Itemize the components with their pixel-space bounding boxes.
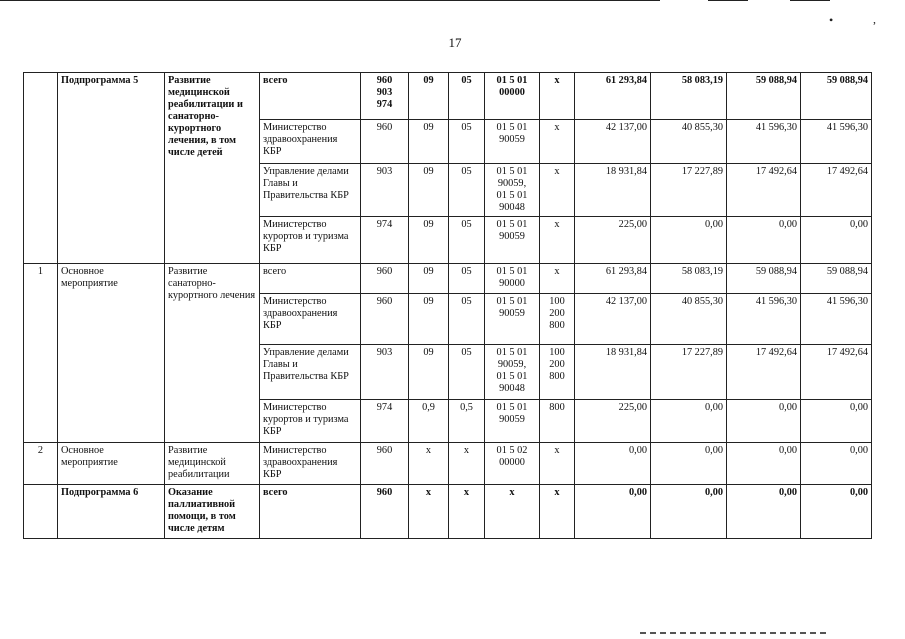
amount-cell: 225,00 xyxy=(575,400,651,443)
vr-cell: x xyxy=(540,73,575,120)
rz-cell: 09 xyxy=(409,73,449,120)
program-name-cell: Развитие медицинской реабилитации и санаторно-курортного лечения, в том числе детей xyxy=(165,73,260,264)
pr-cell: 05 xyxy=(449,164,485,217)
grbs-cell: 974 xyxy=(361,400,409,443)
csr-cell: 01 5 01 00000 xyxy=(485,73,540,120)
amount-cell: 0,00 xyxy=(575,443,651,485)
vr-cell: 100 200 800 xyxy=(540,345,575,400)
grbs-cell: 960 903 974 xyxy=(361,73,409,120)
pr-cell: 05 xyxy=(449,73,485,120)
csr-cell: 01 5 02 00000 xyxy=(485,443,540,485)
amount-cell: 41 596,30 xyxy=(801,120,872,164)
amount-cell: 0,00 xyxy=(651,400,727,443)
amount-cell: 0,00 xyxy=(651,217,727,264)
amount-cell: 40 855,30 xyxy=(651,120,727,164)
page-number: 17 xyxy=(448,35,462,50)
amount-cell: 0,00 xyxy=(651,443,727,485)
vr-cell: x xyxy=(540,120,575,164)
scan-speck: , xyxy=(873,12,876,26)
amount-cell: 58 083,19 xyxy=(651,264,727,294)
vr-cell: x xyxy=(540,217,575,264)
amount-cell: 41 596,30 xyxy=(727,120,801,164)
row-number-cell xyxy=(24,73,58,264)
amount-cell: 0,00 xyxy=(727,400,801,443)
vr-cell: x xyxy=(540,164,575,217)
executor-cell: всего xyxy=(260,73,361,120)
amount-cell: 225,00 xyxy=(575,217,651,264)
program-type-cell: Основное мероприятие xyxy=(58,443,165,485)
program-name-cell: Развитие медицинской реабилитации xyxy=(165,443,260,485)
pr-cell: 05 xyxy=(449,217,485,264)
rz-cell: x xyxy=(409,443,449,485)
executor-cell: Министерство здравоохранения КБР xyxy=(260,294,361,345)
grbs-cell: 903 xyxy=(361,345,409,400)
csr-cell: 01 5 01 90000 xyxy=(485,264,540,294)
executor-cell: Министерство курортов и туризма КБР xyxy=(260,217,361,264)
amount-cell: 17 492,64 xyxy=(727,164,801,217)
csr-cell: 01 5 01 90059, 01 5 01 90048 xyxy=(485,164,540,217)
amount-cell: 41 596,30 xyxy=(801,294,872,345)
amount-cell: 0,00 xyxy=(727,217,801,264)
amount-cell: 17 227,89 xyxy=(651,164,727,217)
scan-speck: • xyxy=(829,13,834,27)
row-number-cell: 2 xyxy=(24,443,58,485)
pr-cell: 0,5 xyxy=(449,400,485,443)
executor-cell: всего xyxy=(260,264,361,294)
amount-cell: 17 492,64 xyxy=(801,345,872,400)
amount-cell: 42 137,00 xyxy=(575,120,651,164)
footer-mark xyxy=(640,632,830,634)
amount-cell: 0,00 xyxy=(801,485,872,539)
executor-cell: Министерство курортов и туризма КБР xyxy=(260,400,361,443)
executor-cell: Министерство здравоохранения КБР xyxy=(260,120,361,164)
rz-cell: 09 xyxy=(409,164,449,217)
program-type-cell: Подпрограмма 5 xyxy=(58,73,165,264)
vr-cell: x xyxy=(540,264,575,294)
amount-cell: 59 088,94 xyxy=(727,73,801,120)
amount-cell: 18 931,84 xyxy=(575,164,651,217)
rz-cell: 09 xyxy=(409,294,449,345)
amount-cell: 41 596,30 xyxy=(727,294,801,345)
pr-cell: x xyxy=(449,443,485,485)
grbs-cell: 974 xyxy=(361,217,409,264)
amount-cell: 0,00 xyxy=(727,485,801,539)
executor-cell: Министерство здравоохранения КБР xyxy=(260,443,361,485)
top-mark xyxy=(708,0,748,1)
top-rule xyxy=(0,0,660,1)
amount-cell: 0,00 xyxy=(801,443,872,485)
program-type-cell: Основное мероприятие xyxy=(58,264,165,443)
amount-cell: 0,00 xyxy=(801,400,872,443)
amount-cell: 58 083,19 xyxy=(651,73,727,120)
row-number-cell xyxy=(24,485,58,539)
grbs-cell: 960 xyxy=(361,120,409,164)
grbs-cell: 903 xyxy=(361,164,409,217)
table-row xyxy=(24,264,872,294)
row-number-cell: 1 xyxy=(24,264,58,443)
amount-cell: 59 088,94 xyxy=(801,264,872,294)
executor-cell: всего xyxy=(260,485,361,539)
amount-cell: 0,00 xyxy=(575,485,651,539)
vr-cell: 800 xyxy=(540,400,575,443)
rz-cell: 0,9 xyxy=(409,400,449,443)
vr-cell: x xyxy=(540,443,575,485)
program-type-cell: Подпрограмма 6 xyxy=(58,485,165,539)
pr-cell: 05 xyxy=(449,264,485,294)
amount-cell: 59 088,94 xyxy=(727,264,801,294)
amount-cell: 17 227,89 xyxy=(651,345,727,400)
csr-cell: 01 5 01 90059 xyxy=(485,294,540,345)
amount-cell: 0,00 xyxy=(801,217,872,264)
budget-table xyxy=(23,72,872,539)
amount-cell: 17 492,64 xyxy=(727,345,801,400)
vr-cell: x xyxy=(540,485,575,539)
amount-cell: 0,00 xyxy=(651,485,727,539)
csr-cell: 01 5 01 90059, 01 5 01 90048 xyxy=(485,345,540,400)
csr-cell: 01 5 01 90059 xyxy=(485,400,540,443)
grbs-cell: 960 xyxy=(361,485,409,539)
amount-cell: 61 293,84 xyxy=(575,73,651,120)
pr-cell: x xyxy=(449,485,485,539)
csr-cell: 01 5 01 90059 xyxy=(485,120,540,164)
amount-cell: 17 492,64 xyxy=(801,164,872,217)
amount-cell: 0,00 xyxy=(727,443,801,485)
pr-cell: 05 xyxy=(449,294,485,345)
vr-cell: 100 200 800 xyxy=(540,294,575,345)
rz-cell: 09 xyxy=(409,217,449,264)
grbs-cell: 960 xyxy=(361,264,409,294)
executor-cell: Управление делами Главы и Правительства КБР xyxy=(260,164,361,217)
table-row xyxy=(24,485,872,539)
amount-cell: 61 293,84 xyxy=(575,264,651,294)
amount-cell: 59 088,94 xyxy=(801,73,872,120)
table-row xyxy=(24,443,872,485)
program-name-cell: Развитие санаторно-курортного лечения xyxy=(165,264,260,443)
rz-cell: 09 xyxy=(409,345,449,400)
rz-cell: x xyxy=(409,485,449,539)
rz-cell: 09 xyxy=(409,120,449,164)
csr-cell: 01 5 01 90059 xyxy=(485,217,540,264)
table-row xyxy=(24,73,872,120)
executor-cell: Управление делами Главы и Правительства КБР xyxy=(260,345,361,400)
pr-cell: 05 xyxy=(449,120,485,164)
program-name-cell: Оказание паллиативной помощи, в том числе детям xyxy=(165,485,260,539)
amount-cell: 18 931,84 xyxy=(575,345,651,400)
amount-cell: 42 137,00 xyxy=(575,294,651,345)
top-mark xyxy=(790,0,830,1)
grbs-cell: 960 xyxy=(361,443,409,485)
amount-cell: 40 855,30 xyxy=(651,294,727,345)
grbs-cell: 960 xyxy=(361,294,409,345)
rz-cell: 09 xyxy=(409,264,449,294)
csr-cell: x xyxy=(485,485,540,539)
pr-cell: 05 xyxy=(449,345,485,400)
